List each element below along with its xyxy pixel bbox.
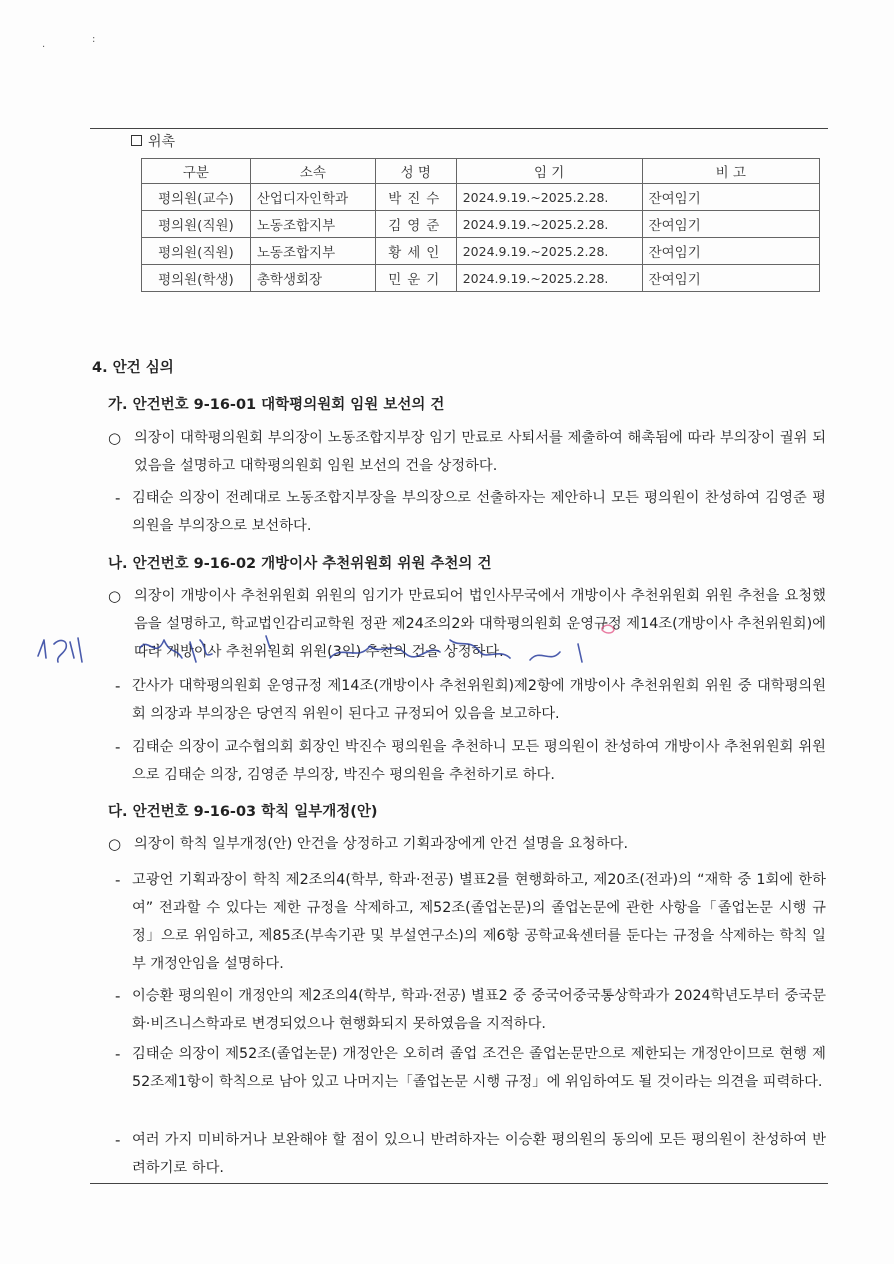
agenda-da-title: 다. 안건번호 9-16-03 학칙 일부개정(안) (108, 804, 378, 820)
agenda-ga-item-2 (108, 484, 826, 540)
cell-note: 잔여임기 (642, 238, 819, 265)
appointment-table (141, 158, 820, 292)
cell-affiliation: 노동조합지부 (250, 211, 375, 238)
item-text: 김태순 의장이 전례대로 노동조합지부장을 부의장으로 선출하자는 제안하니 모든 평의원이 찬성하여 김영준 평의원을 부의장으로 보선하다. (132, 490, 826, 534)
scan-speck: · (42, 42, 46, 53)
item-text: 의장이 학칙 일부개정(안) 안건을 상정하고 기획과장에게 안건 설명을 요청하다. (134, 836, 628, 852)
table-row (142, 238, 820, 265)
table-header-row (142, 159, 820, 184)
cell-type: 평의원(교수) (142, 184, 251, 211)
section-4-title: 4. 안건 심의 (92, 360, 174, 376)
item-text: 여러 가지 미비하거나 보완해야 할 점이 있으니 반려하자는 이승환 평의원의 동의에 모든 평의원이 찬성하여 반려하기로 하다. (132, 1132, 826, 1176)
cell-period: 2024.9.19.~2025.2.28. (456, 211, 642, 238)
cell-affiliation: 산업디자인학과 (250, 184, 375, 211)
header-affiliation: 소속 (250, 159, 375, 184)
cell-name: 황세인 (375, 238, 456, 265)
agenda-ga-item-1 (108, 424, 826, 480)
agenda-ga-title: 가. 안건번호 9-16-01 대학평의원회 임원 보선의 건 (108, 397, 445, 413)
cell-type: 평의원(직원) (142, 211, 251, 238)
circle-bullet-icon: ○ (108, 587, 122, 605)
agenda-da-item-1 (108, 830, 826, 858)
appointment-section-title: 위촉 (131, 131, 175, 151)
table-row (142, 211, 820, 238)
cell-period: 2024.9.19.~2025.2.28. (456, 265, 642, 292)
header-type: 구분 (142, 159, 251, 184)
cell-note: 잔여임기 (642, 211, 819, 238)
item-text: 의장이 대학평의원회 부의장이 노동조합지부장 임기 만료로 사퇴서를 제출하여 해촉됨에 따라 부의장이 궐위 되었음을 설명하고 대학평의원회 임원 보선의 건을 상정하다. (134, 430, 826, 474)
item-text: 김태순 의장이 교수협의회 회장인 박진수 평의원을 추천하니 모든 평의원이 찬성하여 개방이사 추천위원회 위원으로 김태순 의장, 김영준 부의장, 박진수 평의원을 추천하기로 하다. (132, 739, 826, 783)
agenda-na-item-2 (108, 672, 826, 728)
agenda-da-item-3 (108, 982, 826, 1038)
table-row (142, 265, 820, 292)
cell-name: 김영준 (375, 211, 456, 238)
scan-speck: : (92, 34, 96, 45)
agenda-na-item-1 (108, 582, 826, 666)
dash-bullet: - (115, 1045, 121, 1063)
dash-bullet: - (115, 1131, 121, 1149)
cell-affiliation: 총학생회장 (250, 265, 375, 292)
bottom-rule (90, 1183, 828, 1184)
item-text: 이승환 평의원이 개정안의 제2조의4(학부, 학과·전공) 별표2 중 중국어중국통상학과가 2024학년도부터 중국문화·비즈니스학과로 변경되었으나 현행화되지 못하였음을 지적하다. (132, 988, 826, 1032)
cell-name: 민운기 (375, 265, 456, 292)
item-text: 김태순 의장이 제52조(졸업논문) 개정안은 오히려 졸업 조건은 졸업논문만으로 제한되는 개정안이므로 현행 제52조제1항이 학칙으로 남아 있고 나머지는「졸업논문 시행 규정」에 위임하여도 될 것이라는 의견을 피력하다. (132, 1046, 826, 1090)
top-rule (90, 128, 828, 129)
agenda-da-item-2 (108, 866, 826, 978)
cell-note: 잔여임기 (642, 265, 819, 292)
square-bullet-icon (131, 135, 142, 146)
cell-name: 박진수 (375, 184, 456, 211)
header-note: 비 고 (642, 159, 819, 184)
item-text: 간사가 대학평의원회 운영규정 제14조(개방이사 추천위원회)제2항에 개방이사 추천위원회 위원 중 대학평의원회 의장과 부의장은 당연직 위원이 된다고 규정되어 있음을 보고하다. (132, 678, 826, 722)
cell-note: 잔여임기 (642, 184, 819, 211)
cell-period: 2024.9.19.~2025.2.28. (456, 184, 642, 211)
header-period: 임 기 (456, 159, 642, 184)
agenda-da-item-4 (108, 1040, 826, 1096)
cell-type: 평의원(직원) (142, 238, 251, 265)
circle-bullet-icon: ○ (108, 429, 122, 447)
dash-bullet: - (115, 738, 121, 756)
item-text: 의장이 개방이사 추천위원회 위원의 임기가 만료되어 법인사무국에서 개방이사 추천위원회 위원 추천을 요청했음을 설명하고, 학교법인감리교학원 정관 제24조의2와 대학평의원회 운영규정 제14조(개방이사 추천위원회)에 따라 개방이사 추천위원회 위원(3인) 추천의 건을 상정하다. (134, 588, 826, 660)
dash-bullet: - (115, 871, 121, 889)
header-name: 성 명 (375, 159, 456, 184)
dash-bullet: - (115, 987, 121, 1005)
agenda-na-title: 나. 안건번호 9-16-02 개방이사 추천위원회 위원 추천의 건 (108, 556, 492, 572)
agenda-da-item-5 (108, 1126, 826, 1182)
dash-bullet: - (115, 677, 121, 695)
agenda-na-item-3 (108, 733, 826, 789)
cell-type: 평의원(학생) (142, 265, 251, 292)
table-row (142, 184, 820, 211)
circle-bullet-icon: ○ (108, 835, 122, 853)
cell-affiliation: 노동조합지부 (250, 238, 375, 265)
item-text: 고광언 기획과장이 학칙 제2조의4(학부, 학과·전공) 별표2를 현행화하고, 제20조(전과)의 “재학 중 1회에 한하여” 전과할 수 있다는 제한 규정을 삭제하고, 제52조(졸업논문)의 졸업논문에 관한 사항을「졸업논문 시행 규정」으로 위임하고, 제85조(부속기관 및 부설연구소)의 제6항 공학교육센터를 둔다는 규정을 삭제하는 학칙 일부 개정안임을 설명하다. (132, 872, 826, 972)
cell-period: 2024.9.19.~2025.2.28. (456, 238, 642, 265)
dash-bullet: - (115, 489, 121, 507)
